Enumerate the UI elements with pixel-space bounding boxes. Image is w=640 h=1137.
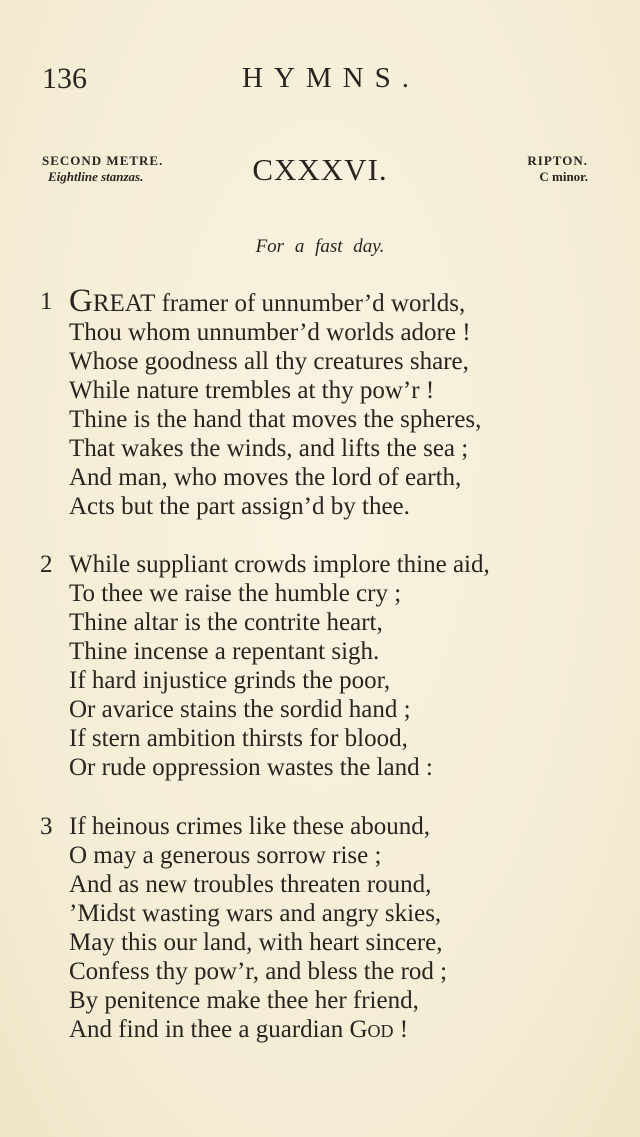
verse-line: Thine incense a repentant sigh. [69,638,380,665]
tune-key: C minor. [539,169,588,184]
tune-name: RIPTON. [527,153,588,168]
drop-cap: G [69,283,93,319]
verse-line: Acts but the part assign’d by thee. [69,493,410,520]
verse-line: Thou whom unnumber’d worlds adore ! [69,319,471,346]
running-title: HYMNS. [242,62,420,94]
verse-line: Thine altar is the contrite heart, [69,609,383,636]
stanza-lines [69,283,482,521]
verse-line: To thee we raise the humble cry ; [69,580,402,607]
verse-line-end: ! [393,1016,409,1043]
verse-line: And man, who moves the lord of earth, [69,464,462,491]
verse-line: By penitence make thee her friend, [69,987,419,1014]
small-caps-word: God [349,1016,394,1043]
stanza-form-label: Eightline stanzas. [48,169,144,184]
verse-line: If hard injustice grinds the poor, [69,667,391,694]
verse-line: And as new troubles threaten round, [69,871,432,898]
verse-line: Confess thy pow’r, and bless the rod ; [69,958,448,985]
verse-line: May this our land, with heart sincere, [69,929,443,956]
verse-line: Whose goodness all thy creatures share, [69,348,469,375]
running-head [42,62,600,102]
hymn-occasion: For a fast day. [255,236,385,257]
page-number: 136 [42,62,87,95]
verse-line: That wakes the winds, and lifts the sea ; [69,435,469,462]
verse-line: Thine is the hand that moves the spheres, [69,406,482,433]
verse-line: If stern ambition thirsts for blood, [69,725,408,752]
verse-line: While suppliant crowds implore thine aid, [69,551,490,578]
tune-info [527,153,588,185]
verse-line: Or avarice stains the sordid hand ; [69,696,411,723]
stanza-number: 3 [40,813,53,840]
verse-line: O may a generous sorrow rise ; [69,842,382,869]
verse-line: ’Midst wasting wars and angry skies, [69,900,442,927]
verse-line: If heinous crimes like these abound, [69,813,431,840]
verse-line: Or rude oppression wastes the land : [69,754,433,781]
small-caps-word: REAT [92,290,156,317]
verse-line [69,283,481,319]
stanza-number: 1 [40,288,53,315]
verse-line: While nature trembles at thy pow’r ! [69,377,435,404]
stanza-number: 2 [40,551,53,578]
verse-line [69,1015,447,1044]
verse-line-rest: framer of unnumber’d worlds, [155,290,466,317]
hymn-number: CXXXVI. [252,152,388,187]
stanza-lines [69,812,447,1044]
verse-line-start: And find in thee a guardian [69,1016,350,1043]
stanza-lines [69,550,490,782]
metre-label: SECOND METRE. [42,153,164,168]
